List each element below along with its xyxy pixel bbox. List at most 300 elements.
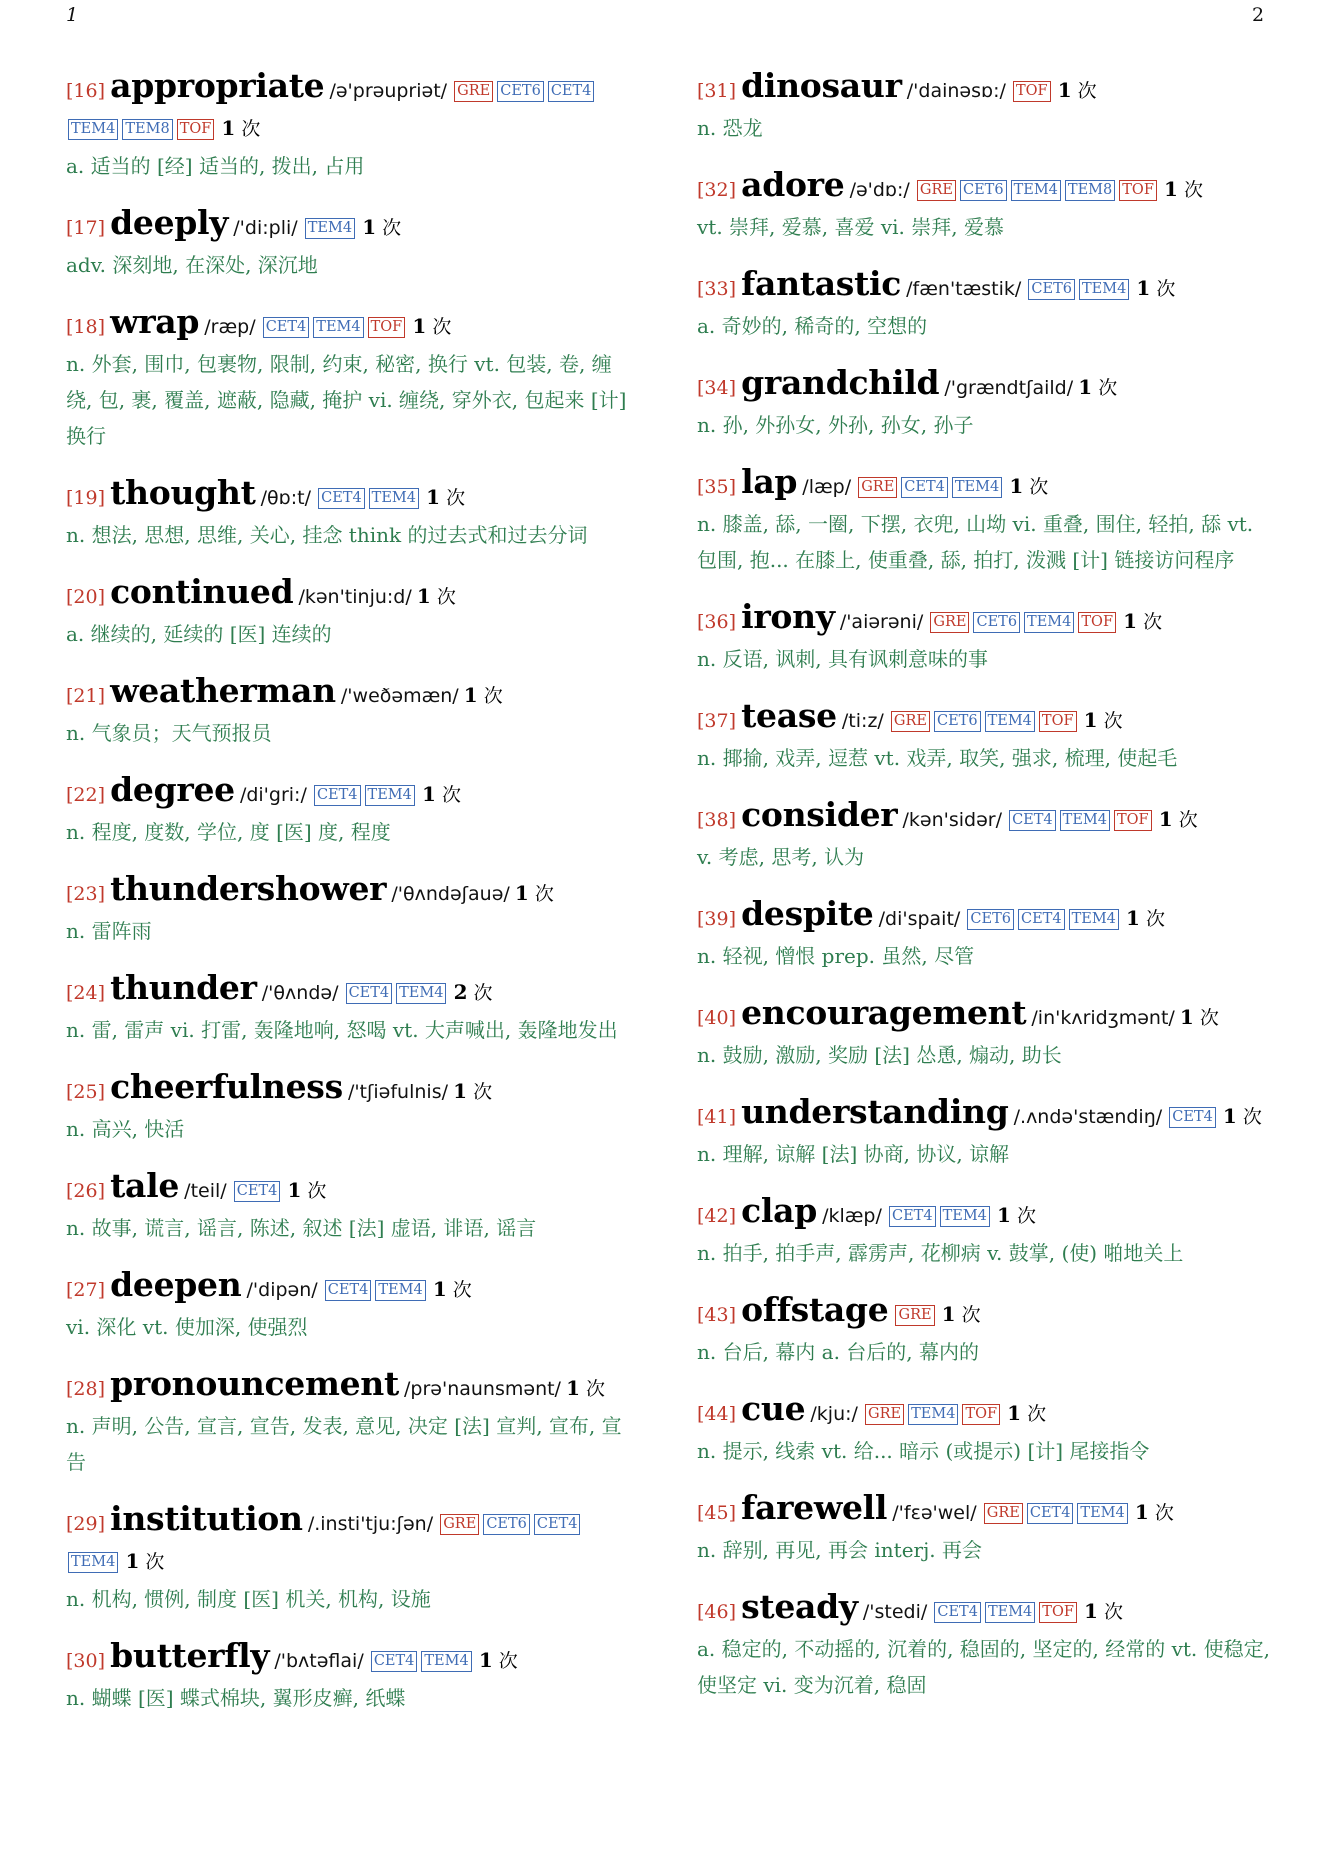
entry-headline xyxy=(66,1638,636,1680)
occurrence-count xyxy=(417,586,456,608)
headword: despite xyxy=(741,894,874,933)
word-entry xyxy=(66,673,636,751)
exam-tag: TEM4 xyxy=(421,1651,471,1672)
exam-tag: CET4 xyxy=(318,488,365,509)
phonetic: /'aiərəni/ xyxy=(839,611,924,633)
occurrence-count xyxy=(515,883,554,905)
occurrence-count xyxy=(479,1650,518,1672)
exam-tag: GRE xyxy=(917,180,956,201)
exam-tag: GRE xyxy=(895,1305,934,1326)
entry-number: [42] xyxy=(697,1205,737,1227)
count-number: 1 xyxy=(432,1277,447,1301)
count-unit: 次 xyxy=(145,1551,165,1573)
headword: butterfly xyxy=(110,1636,270,1675)
exam-tag: TOF xyxy=(1114,810,1152,831)
phonetic: /.insti'tju:ʃən/ xyxy=(307,1513,434,1535)
count-unit: 次 xyxy=(1077,80,1097,102)
word-entry xyxy=(697,599,1272,677)
headword: weatherman xyxy=(110,671,336,710)
exam-tag: TOF xyxy=(1039,1602,1077,1623)
word-entry xyxy=(697,896,1272,974)
exam-tag: TEM4 xyxy=(985,711,1035,732)
entry-number: [45] xyxy=(697,1502,737,1524)
definition: n. 恐龙 xyxy=(697,116,763,140)
phonetic: /kən'sidər/ xyxy=(902,809,1002,831)
exam-tag: TEM4 xyxy=(313,317,363,338)
entry-number: [25] xyxy=(66,1081,106,1103)
word-entry xyxy=(66,1638,636,1716)
entry-number: [41] xyxy=(697,1106,737,1128)
definition: n. 想法, 思想, 思维, 关心, 挂念 think 的过去式和过去分词 xyxy=(66,523,588,547)
exam-tag: TEM4 xyxy=(1079,279,1129,300)
exam-tag: GRE xyxy=(858,477,897,498)
count-unit: 次 xyxy=(1027,1403,1047,1425)
phonetic: /di'spait/ xyxy=(878,908,961,930)
exam-tag: TEM4 xyxy=(985,1602,1035,1623)
entry-headline xyxy=(66,1366,636,1408)
exam-tag: TEM8 xyxy=(1065,180,1115,201)
headword: farewell xyxy=(741,1488,888,1527)
definition: n. 故事, 谎言, 谣言, 陈述, 叙述 [法] 虚语, 诽语, 谣言 xyxy=(66,1216,537,1240)
count-unit: 次 xyxy=(586,1378,606,1400)
phonetic: /kən'tinju:d/ xyxy=(298,586,412,608)
entry-headline xyxy=(697,698,1272,740)
occurrence-count xyxy=(221,118,260,140)
occurrence-count xyxy=(125,1551,164,1573)
count-number: 1 xyxy=(453,1079,468,1103)
exam-tag: CET4 xyxy=(901,477,948,498)
exam-tag: TEM4 xyxy=(305,218,355,239)
definition: a. 稳定的, 不动摇的, 沉着的, 稳固的, 坚定的, 经常的 vt. 使稳定, 使坚定 vi. 变为沉着, 稳固 xyxy=(697,1637,1270,1697)
entry-number: [46] xyxy=(697,1601,737,1623)
occurrence-count xyxy=(942,1304,981,1326)
count-unit: 次 xyxy=(432,316,452,338)
headword: continued xyxy=(110,572,294,611)
exam-tag: GRE xyxy=(440,1514,479,1535)
count-number: 1 xyxy=(941,1302,956,1326)
definition: vt. 崇拜, 爱慕, 喜爱 vi. 崇拜, 爱慕 xyxy=(697,215,1004,239)
count-number: 1 xyxy=(416,584,431,608)
definition: n. 孙, 外孙女, 外孙, 孙女, 孙子 xyxy=(697,413,974,437)
entry-headline xyxy=(697,266,1272,308)
phonetic: /ə'dɒ:/ xyxy=(849,179,910,201)
occurrence-count xyxy=(287,1180,326,1202)
left-column xyxy=(66,68,636,1737)
definition: n. 膝盖, 舔, 一圈, 下摆, 衣兜, 山坳 vi. 重叠, 围住, 轻拍, 舔 vt. 包围, 抱... 在膝上, 使重叠, 舔, 拍打, 泼溅 [计] 链接访问程序 xyxy=(697,512,1254,572)
count-number: 1 xyxy=(287,1178,302,1202)
count-unit: 次 xyxy=(382,217,402,239)
exam-tag: TOF xyxy=(177,119,215,140)
word-entry xyxy=(66,1366,636,1480)
count-unit: 次 xyxy=(534,883,554,905)
exam-tag: TEM4 xyxy=(952,477,1002,498)
word-entry xyxy=(697,1094,1272,1172)
entry-headline xyxy=(66,574,636,616)
exam-tag: TEM4 xyxy=(68,119,118,140)
entry-number: [27] xyxy=(66,1279,106,1301)
word-entry xyxy=(697,266,1272,344)
count-number: 1 xyxy=(1136,276,1151,300)
exam-tag: GRE xyxy=(930,612,969,633)
phonetic: /'dipən/ xyxy=(246,1279,318,1301)
occurrence-count xyxy=(464,685,503,707)
entry-headline xyxy=(66,68,636,148)
headword: deepen xyxy=(110,1265,242,1304)
definition: a. 奇妙的, 稀奇的, 空想的 xyxy=(697,314,928,338)
entry-number: [22] xyxy=(66,784,106,806)
entry-headline xyxy=(66,673,636,715)
occurrence-count xyxy=(1136,278,1175,300)
right-column xyxy=(697,68,1272,1724)
definition: n. 理解, 谅解 [法] 协商, 协议, 谅解 xyxy=(697,1142,1010,1166)
entry-number: [28] xyxy=(66,1378,106,1400)
count-unit: 次 xyxy=(1145,908,1165,930)
entry-number: [39] xyxy=(697,908,737,930)
count-number: 1 xyxy=(426,485,441,509)
entry-headline xyxy=(697,68,1272,110)
entry-headline xyxy=(697,1292,1272,1334)
count-number: 1 xyxy=(1158,807,1173,831)
count-unit: 次 xyxy=(498,1650,518,1672)
count-unit: 次 xyxy=(1029,476,1049,498)
exam-tag: CET4 xyxy=(325,1280,372,1301)
headword: dinosaur xyxy=(741,66,902,105)
entry-number: [23] xyxy=(66,883,106,905)
entry-headline xyxy=(66,1501,636,1581)
count-number: 1 xyxy=(1078,375,1093,399)
entry-headline xyxy=(66,871,636,913)
phonetic: /'θʌndə/ xyxy=(261,982,339,1004)
count-unit: 次 xyxy=(452,1279,472,1301)
word-entry xyxy=(66,970,636,1048)
word-entry xyxy=(697,698,1272,776)
headword: consider xyxy=(741,795,898,834)
phonetic: /'weðəmæn/ xyxy=(340,685,459,707)
entry-number: [38] xyxy=(697,809,737,831)
definition: a. 继续的, 延续的 [医] 连续的 xyxy=(66,622,332,646)
count-unit: 次 xyxy=(436,586,456,608)
definition: n. 机构, 惯例, 制度 [医] 机关, 机构, 设施 xyxy=(66,1587,431,1611)
exam-tag: TOF xyxy=(1078,612,1116,633)
phonetic: /'grændtʃaild/ xyxy=(944,377,1074,399)
phonetic: /'bʌtəflai/ xyxy=(274,1650,364,1672)
count-unit: 次 xyxy=(241,118,261,140)
headword: offstage xyxy=(741,1290,889,1329)
exam-tag: GRE xyxy=(984,1503,1023,1524)
occurrence-count xyxy=(422,784,461,806)
entry-number: [44] xyxy=(697,1403,737,1425)
phonetic: /teil/ xyxy=(184,1180,227,1202)
definition: n. 雷, 雷声 vi. 打雷, 轰隆地响, 怒喝 vt. 大声喊出, 轰隆地发出 xyxy=(66,1018,618,1042)
entry-number: [16] xyxy=(66,80,106,102)
exam-tag: TEM4 xyxy=(369,488,419,509)
count-unit: 次 xyxy=(1178,809,1198,831)
word-entry xyxy=(697,68,1272,146)
count-unit: 次 xyxy=(473,1081,493,1103)
count-number: 1 xyxy=(1163,177,1178,201)
word-entry xyxy=(66,304,636,454)
exam-tag: CET4 xyxy=(1009,810,1056,831)
definition: n. 鼓励, 激励, 奖励 [法] 怂恿, 煽动, 助长 xyxy=(697,1043,1062,1067)
entry-number: [43] xyxy=(697,1304,737,1326)
occurrence-count xyxy=(1135,1502,1174,1524)
occurrence-count xyxy=(1180,1007,1219,1029)
exam-tag: TOF xyxy=(1013,81,1051,102)
definition: a. 适当的 [经] 适当的, 拨出, 占用 xyxy=(66,154,365,178)
phonetic: /'fɛə'wel/ xyxy=(892,1502,977,1524)
exam-tag: TEM4 xyxy=(365,785,415,806)
occurrence-count xyxy=(1159,809,1198,831)
word-entry xyxy=(697,995,1272,1073)
word-entry xyxy=(697,1589,1272,1703)
headword: clap xyxy=(741,1191,817,1230)
entry-headline xyxy=(697,464,1272,506)
count-unit: 次 xyxy=(1016,1205,1036,1227)
exam-tag: TOF xyxy=(1119,180,1157,201)
headword: thunder xyxy=(110,968,257,1007)
word-entry xyxy=(66,871,636,949)
right-page-number: 2 xyxy=(1252,4,1265,26)
exam-tag: TEM4 xyxy=(1024,612,1074,633)
occurrence-count xyxy=(426,487,465,509)
word-entry xyxy=(697,1292,1272,1370)
entry-headline xyxy=(66,304,636,346)
phonetic: /di'gri:/ xyxy=(239,784,307,806)
count-unit: 次 xyxy=(1156,278,1176,300)
exam-tag: CET6 xyxy=(934,711,981,732)
count-number: 1 xyxy=(1222,1104,1237,1128)
left-page-number: 1 xyxy=(66,4,79,26)
count-number: 1 xyxy=(362,215,377,239)
entry-number: [17] xyxy=(66,217,106,239)
entry-headline xyxy=(697,167,1272,209)
count-number: 1 xyxy=(221,116,236,140)
definition: vi. 深化 vt. 使加深, 使强烈 xyxy=(66,1315,308,1339)
definition: n. 程度, 度数, 学位, 度 [医] 度, 程度 xyxy=(66,820,391,844)
entry-headline xyxy=(66,205,636,247)
definition: n. 高兴, 快活 xyxy=(66,1117,185,1141)
occurrence-count xyxy=(1009,476,1048,498)
exam-tag: TEM4 xyxy=(375,1280,425,1301)
entry-headline xyxy=(697,1094,1272,1136)
word-entry xyxy=(697,365,1272,443)
entry-headline xyxy=(697,1490,1272,1532)
headword: wrap xyxy=(110,302,200,341)
exam-tag: GRE xyxy=(454,81,493,102)
headword: degree xyxy=(110,770,235,809)
word-entry xyxy=(697,1193,1272,1271)
count-unit: 次 xyxy=(483,685,503,707)
word-entry xyxy=(66,1267,636,1345)
word-entry xyxy=(66,475,636,553)
phonetic: /klæp/ xyxy=(822,1205,882,1227)
definition: n. 反语, 讽刺, 具有讽刺意味的事 xyxy=(697,647,989,671)
entry-number: [18] xyxy=(66,316,106,338)
entry-number: [40] xyxy=(697,1007,737,1029)
count-number: 1 xyxy=(1134,1500,1149,1524)
count-unit: 次 xyxy=(446,487,466,509)
occurrence-count xyxy=(1223,1106,1262,1128)
definition: n. 揶揄, 戏弄, 逗惹 vt. 戏弄, 取笑, 强求, 梳理, 使起毛 xyxy=(697,746,1178,770)
count-number: 1 xyxy=(1057,78,1072,102)
count-number: 2 xyxy=(453,980,468,1004)
entry-number: [33] xyxy=(697,278,737,300)
phonetic: /ə'prəupriət/ xyxy=(329,80,448,102)
exam-tag: CET4 xyxy=(1169,1107,1216,1128)
entry-headline xyxy=(66,475,636,517)
phonetic: /'tʃiəfulnis/ xyxy=(347,1081,448,1103)
headword: pronouncement xyxy=(110,1364,399,1403)
count-number: 1 xyxy=(1123,609,1138,633)
phonetic: /ræp/ xyxy=(204,316,256,338)
count-number: 1 xyxy=(1179,1005,1194,1029)
headword: lap xyxy=(741,462,798,501)
entry-headline xyxy=(66,1168,636,1210)
headword: irony xyxy=(741,597,835,636)
headword: grandchild xyxy=(741,363,940,402)
entry-headline xyxy=(66,772,636,814)
count-number: 1 xyxy=(125,1549,140,1573)
occurrence-count xyxy=(362,217,401,239)
occurrence-count xyxy=(1126,908,1165,930)
phonetic: /in'kʌridʒmənt/ xyxy=(1031,1007,1175,1029)
phonetic: /'di:pli/ xyxy=(233,217,298,239)
definition: n. 外套, 围巾, 包裹物, 限制, 约束, 秘密, 换行 vt. 包装, 卷, 缠绕, 包, 裹, 覆盖, 遮蔽, 隐藏, 掩护 vi. 缠绕, 穿外衣, 包起来 [计] 换行 xyxy=(66,352,627,448)
headword: thundershower xyxy=(110,869,387,908)
entry-headline xyxy=(697,995,1272,1037)
definition: n. 气象员；天气预报员 xyxy=(66,721,272,745)
exam-tag: CET4 xyxy=(346,983,393,1004)
entry-headline xyxy=(697,599,1272,641)
exam-tag: TEM4 xyxy=(940,1206,990,1227)
occurrence-count xyxy=(454,982,493,1004)
headword: understanding xyxy=(741,1092,1009,1131)
entry-number: [29] xyxy=(66,1513,106,1535)
entry-headline xyxy=(66,1267,636,1309)
headword: adore xyxy=(741,165,845,204)
exam-tag: CET4 xyxy=(234,1181,281,1202)
headword: cheerfulness xyxy=(110,1067,343,1106)
exam-tag: CET4 xyxy=(263,317,310,338)
definition: n. 声明, 公告, 宣言, 宣告, 发表, 意见, 决定 [法] 宣判, 宣布, 宣告 xyxy=(66,1414,622,1474)
count-unit: 次 xyxy=(1199,1007,1219,1029)
entry-number: [24] xyxy=(66,982,106,1004)
count-unit: 次 xyxy=(1103,710,1123,732)
word-entry xyxy=(66,205,636,283)
exam-tag: CET6 xyxy=(483,1514,530,1535)
entry-number: [36] xyxy=(697,611,737,633)
exam-tag: TEM4 xyxy=(1060,810,1110,831)
definition: n. 雷阵雨 xyxy=(66,919,152,943)
phonetic: /læp/ xyxy=(802,476,852,498)
exam-tag: CET4 xyxy=(889,1206,936,1227)
definition: n. 提示, 线索 vt. 给... 暗示 (或提示) [计] 尾接指令 xyxy=(697,1439,1150,1463)
entry-headline xyxy=(697,1193,1272,1235)
entry-headline xyxy=(66,970,636,1012)
count-unit: 次 xyxy=(1098,377,1118,399)
phonetic: /fæn'tæstik/ xyxy=(906,278,1022,300)
count-number: 1 xyxy=(1084,1599,1098,1623)
entry-number: [26] xyxy=(66,1180,106,1202)
occurrence-count xyxy=(1164,179,1203,201)
entry-headline xyxy=(697,1589,1272,1631)
exam-tag: CET4 xyxy=(314,785,361,806)
headword: institution xyxy=(110,1499,303,1538)
phonetic: /'stedi/ xyxy=(862,1601,928,1623)
count-number: 1 xyxy=(463,683,478,707)
phonetic: /θɒ:t/ xyxy=(260,487,311,509)
phonetic: /'dainəsɒ:/ xyxy=(906,80,1006,102)
exam-tag: CET6 xyxy=(960,180,1007,201)
count-unit: 次 xyxy=(1154,1502,1174,1524)
count-unit: 次 xyxy=(1143,611,1163,633)
count-number: 1 xyxy=(1083,708,1098,732)
count-unit: 次 xyxy=(1242,1106,1262,1128)
occurrence-count xyxy=(997,1205,1036,1227)
occurrence-count xyxy=(1058,80,1097,102)
word-entry xyxy=(66,574,636,652)
entry-number: [21] xyxy=(66,685,106,707)
exam-tag: GRE xyxy=(865,1404,904,1425)
count-number: 1 xyxy=(421,782,436,806)
entry-number: [37] xyxy=(697,710,737,732)
occurrence-count xyxy=(412,316,451,338)
entry-number: [19] xyxy=(66,487,106,509)
headword: deeply xyxy=(110,203,229,242)
entry-number: [34] xyxy=(697,377,737,399)
exam-tag: CET6 xyxy=(497,81,544,102)
count-unit: 次 xyxy=(441,784,461,806)
phonetic: /prə'naunsmənt/ xyxy=(404,1378,561,1400)
exam-tag: GRE xyxy=(891,711,930,732)
exam-tag: TEM4 xyxy=(1069,909,1119,930)
exam-tag: CET4 xyxy=(534,1514,581,1535)
exam-tag: CET4 xyxy=(371,1651,418,1672)
exam-tag: CET4 xyxy=(1027,1503,1074,1524)
entry-headline xyxy=(66,1069,636,1111)
headword: steady xyxy=(741,1587,858,1626)
phonetic: /kju:/ xyxy=(810,1403,858,1425)
entry-number: [32] xyxy=(697,179,737,201)
entry-number: [35] xyxy=(697,476,737,498)
word-entry xyxy=(66,1069,636,1147)
exam-tag: TEM4 xyxy=(1077,1503,1127,1524)
exam-tag: TEM4 xyxy=(1011,180,1061,201)
occurrence-count xyxy=(1084,1601,1123,1623)
headword: tease xyxy=(741,696,837,735)
count-number: 1 xyxy=(997,1203,1011,1227)
phonetic: /ti:z/ xyxy=(841,710,884,732)
definition: n. 辞别, 再见, 再会 interj. 再会 xyxy=(697,1538,983,1562)
definition: n. 蝴蝶 [医] 蝶式棉块, 翼形皮癣, 纸蝶 xyxy=(66,1686,406,1710)
count-number: 1 xyxy=(566,1376,580,1400)
definition: n. 拍手, 拍手声, 霹雳声, 花柳病 v. 鼓掌, (使) 啪地关上 xyxy=(697,1241,1184,1265)
entry-number: [20] xyxy=(66,586,106,608)
exam-tag: TOF xyxy=(962,1404,1000,1425)
word-entry xyxy=(66,1501,636,1617)
headword: encouragement xyxy=(741,993,1027,1032)
word-entry xyxy=(697,1490,1272,1568)
definition: n. 台后, 幕内 a. 台后的, 幕内的 xyxy=(697,1340,980,1364)
count-number: 1 xyxy=(514,881,529,905)
exam-tag: CET6 xyxy=(1028,279,1075,300)
exam-tag: TEM4 xyxy=(908,1404,958,1425)
headword: cue xyxy=(741,1389,806,1428)
exam-tag: TOF xyxy=(368,317,406,338)
headword: fantastic xyxy=(741,264,902,303)
occurrence-count xyxy=(1084,710,1123,732)
exam-tag: CET6 xyxy=(967,909,1014,930)
